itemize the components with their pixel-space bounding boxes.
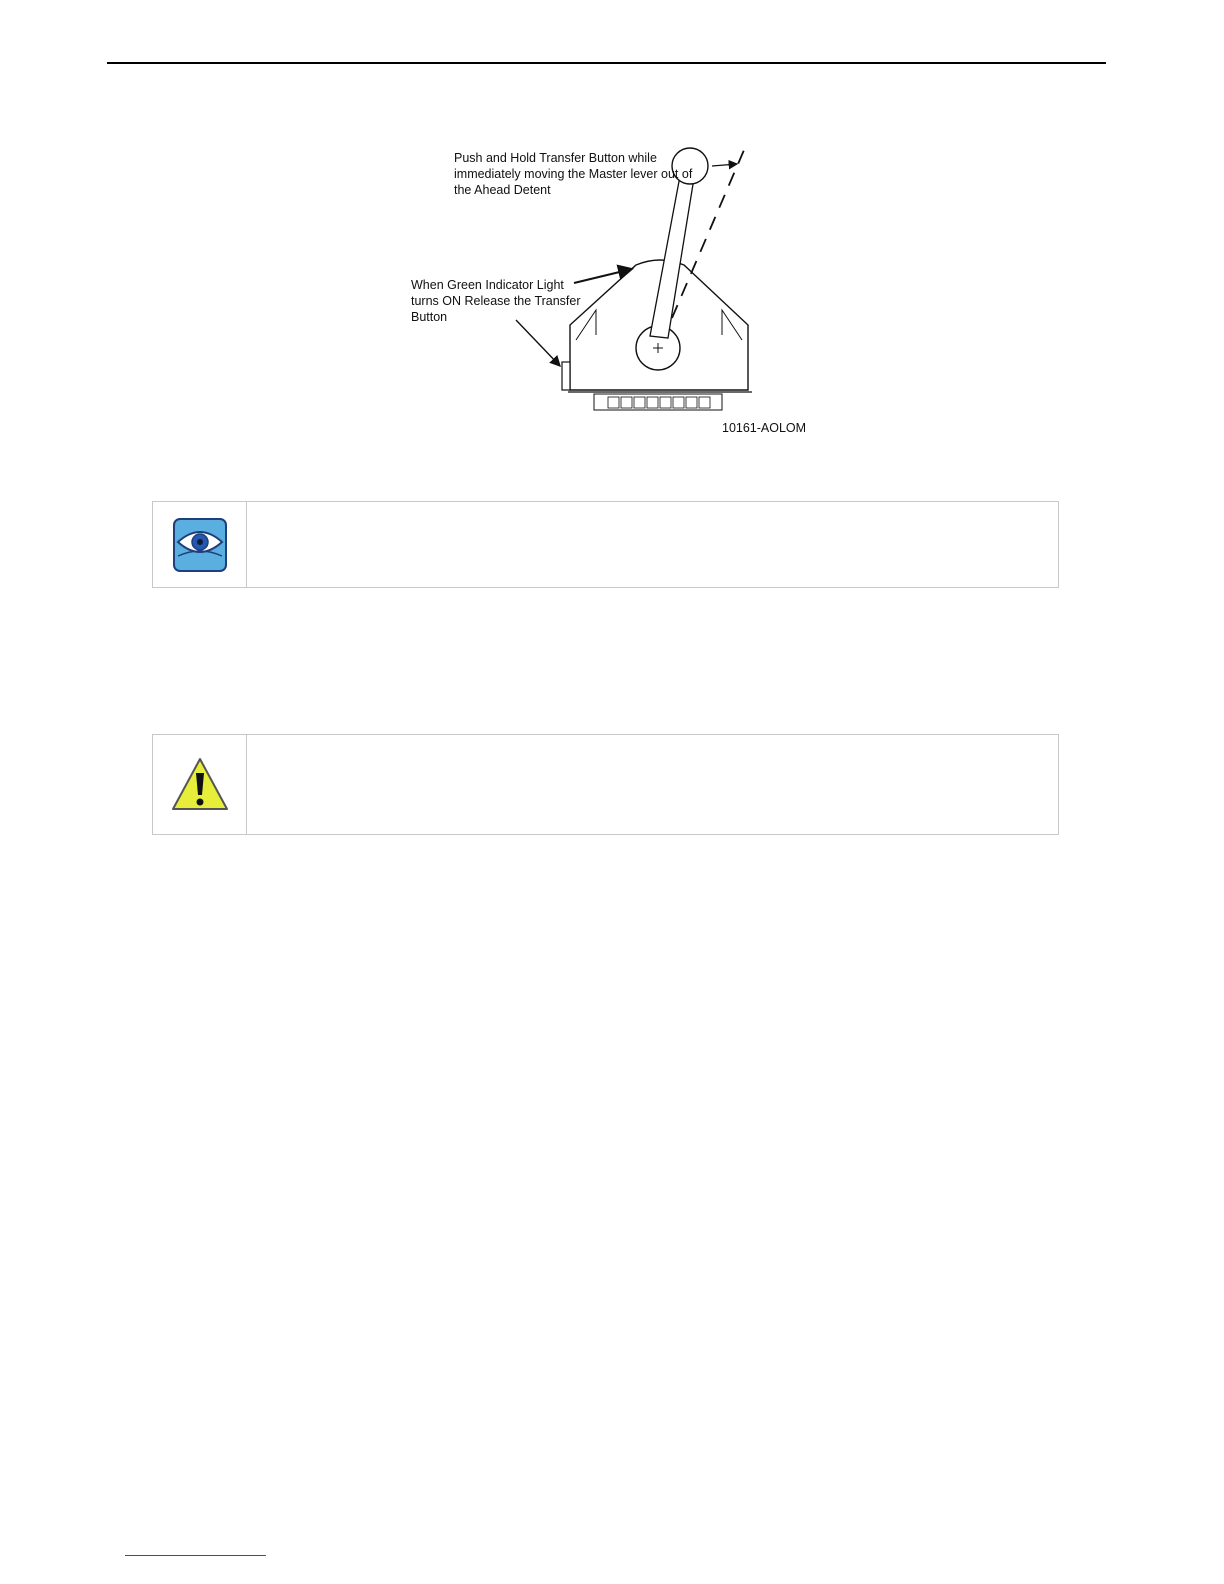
figure-id: 10161-AOLOM <box>722 421 807 435</box>
caution-icon-cell <box>153 735 247 834</box>
warning-triangle-icon <box>169 755 231 815</box>
control-head-figure <box>400 140 840 440</box>
footer-link-underline[interactable] <box>125 1555 266 1556</box>
callout-green-light: When Green Indicator Light turns ON Release the Transfer Button <box>411 278 581 324</box>
caution-box <box>152 734 1059 835</box>
caution-text <box>247 735 1058 834</box>
note-icon-cell <box>153 502 247 587</box>
header-rule <box>107 62 1106 64</box>
note-box <box>152 501 1059 588</box>
eye-icon <box>171 516 229 574</box>
callout-push-transfer: Push and Hold Transfer Button while immediately moving the Master lever out of the Ahead Detent <box>454 151 693 197</box>
note-text <box>247 502 1058 587</box>
